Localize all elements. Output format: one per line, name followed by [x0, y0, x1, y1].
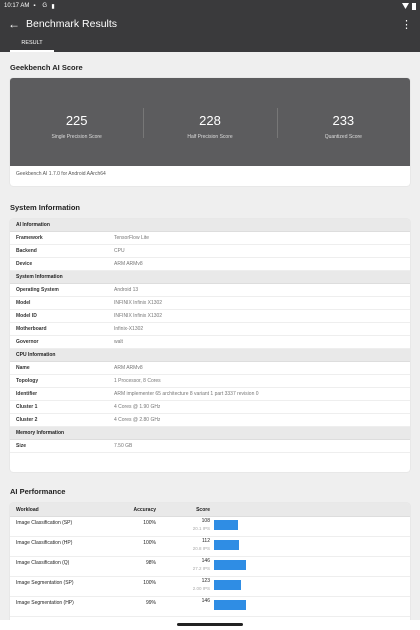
- score-value: 146: [201, 598, 210, 604]
- workload-name: Image Segmentation (SP): [16, 580, 74, 586]
- workload-name: Image Segmentation (HP): [16, 600, 74, 606]
- score-bar: [214, 520, 238, 530]
- score-cell: [156, 577, 210, 596]
- table-row: [10, 258, 410, 271]
- tab-result[interactable]: [10, 36, 54, 52]
- row-key: Name: [16, 365, 30, 371]
- row-value: ARM implementer 65 architecture 8 variant 1 part 3337 revision 0: [114, 391, 259, 397]
- wifi-icon: [402, 3, 409, 9]
- score-value: 108: [201, 518, 210, 524]
- row-value: 1 Processor, 8 Cores: [114, 378, 161, 384]
- score-cell: [156, 557, 210, 576]
- navigation-bar: [0, 620, 420, 630]
- table-row: [10, 232, 410, 245]
- tab-bar: [0, 36, 420, 52]
- table-row: [10, 414, 410, 427]
- ips-value: 27.2 IPS: [192, 566, 210, 571]
- group-header: CPU Information: [10, 349, 410, 362]
- table-row: [10, 401, 410, 414]
- row-key: Cluster 2: [16, 417, 38, 423]
- row-key: Operating System: [16, 287, 59, 293]
- table-row: [10, 323, 410, 336]
- ips-value: 2.00 IPS: [192, 586, 210, 591]
- home-gesture-pill[interactable]: [177, 623, 243, 626]
- group-header: Memory Information: [10, 427, 410, 440]
- row-value: 4 Cores @ 2.80 GHz: [114, 417, 161, 423]
- row-value: INFINIX Infinix X1302: [114, 313, 163, 319]
- table-row: [10, 362, 410, 375]
- back-arrow-icon[interactable]: ←: [8, 17, 20, 31]
- row-key: Cluster 1: [16, 404, 38, 410]
- score-footer: Geekbench AI 1.7.0 for Android AArch64: [16, 171, 106, 177]
- row-key: Backend: [16, 248, 37, 254]
- battery-icon: [412, 3, 416, 10]
- system-section-title: System Information: [10, 203, 81, 212]
- header-accuracy: Accuracy: [133, 507, 156, 513]
- score-bar: [214, 560, 246, 570]
- score-cell: [156, 597, 210, 616]
- table-row: [10, 284, 410, 297]
- score-bar: [214, 540, 239, 550]
- ai-rows: [10, 517, 410, 617]
- score-value: 146: [201, 558, 210, 564]
- row-key: Model ID: [16, 313, 37, 319]
- row-value: Android 13: [114, 287, 139, 293]
- app-bar: [0, 12, 420, 36]
- status-time: 10:17 AM: [4, 3, 30, 9]
- table-row: [10, 537, 410, 557]
- ips-value: 20.8 IPS: [192, 546, 210, 551]
- row-value: TensorFlow Lite: [114, 235, 150, 241]
- sim-icon: ▮: [51, 4, 55, 10]
- score-value: 112: [202, 538, 210, 544]
- score-value: 225: [65, 112, 88, 128]
- score-card: [10, 78, 410, 186]
- score-section-title: Geekbench AI Score: [10, 63, 83, 72]
- accuracy-value: 98%: [145, 560, 156, 566]
- ai-performance-title: AI Performance: [10, 487, 66, 496]
- table-row: [10, 245, 410, 258]
- row-value: walt: [114, 339, 123, 345]
- table-header: [10, 503, 410, 517]
- page-title: Benchmark Results: [26, 18, 118, 30]
- row-value: ARM ARMv8: [114, 365, 143, 371]
- table-row: [10, 440, 410, 453]
- score-label: Quantized Score: [324, 133, 362, 140]
- workload-name: Image Classification (SP): [16, 520, 73, 526]
- table-row: [10, 597, 410, 617]
- score-bar: [214, 600, 246, 610]
- table-row: [10, 517, 410, 537]
- table-row: [10, 557, 410, 577]
- row-value: ARM ARMv8: [114, 261, 143, 267]
- half-precision-score: [143, 78, 276, 166]
- table-row: [10, 310, 410, 323]
- header-score: Score: [196, 507, 210, 513]
- table-row: [10, 577, 410, 597]
- table-row: [10, 375, 410, 388]
- tab-result-label: RESULT: [21, 40, 43, 46]
- table-row: [10, 388, 410, 401]
- more-vert-icon[interactable]: ⋮: [401, 18, 412, 31]
- table-row: [10, 297, 410, 310]
- notification-icon: ▪: [33, 3, 36, 9]
- header-workload: Workload: [16, 507, 39, 513]
- ai-performance-table: [10, 503, 410, 630]
- row-key: Framework: [16, 235, 43, 241]
- accuracy-value: 100%: [143, 580, 156, 586]
- workload-name: Image Classification (HP): [16, 540, 73, 546]
- workload-name: Image Classification (Q): [16, 560, 70, 566]
- score-panel: [10, 78, 410, 166]
- score-label: Half Precision Score: [187, 133, 233, 140]
- row-value: Infinix-X1302: [114, 326, 144, 332]
- score-value: 233: [332, 112, 355, 128]
- score-cell: [156, 517, 210, 536]
- row-key: Motherboard: [16, 326, 47, 332]
- system-info-table: [10, 219, 410, 472]
- score-bar: [214, 580, 241, 590]
- row-key: Model: [16, 300, 31, 306]
- status-bar: [0, 0, 420, 12]
- group-header: System Information: [10, 271, 410, 284]
- table-row: [10, 336, 410, 349]
- accuracy-value: 100%: [143, 520, 156, 526]
- group-header: AI Information: [10, 219, 410, 232]
- row-value: CPU: [114, 248, 125, 254]
- row-value: 7.50 GB: [114, 443, 133, 449]
- row-key: Size: [16, 443, 27, 449]
- score-cell: [156, 537, 210, 556]
- row-value: INFINIX Infinix X1302: [114, 300, 163, 306]
- ips-value: 20.1 IPS: [192, 526, 210, 531]
- score-value: 123: [201, 578, 210, 584]
- row-key: Identifier: [16, 391, 38, 397]
- row-key: Topology: [16, 378, 39, 384]
- row-key: Governor: [16, 339, 39, 345]
- accuracy-value: 99%: [145, 600, 156, 606]
- accuracy-value: 100%: [143, 540, 156, 546]
- tab-indicator: [10, 50, 54, 52]
- quantized-score: [277, 78, 410, 166]
- single-precision-score: [10, 78, 143, 166]
- score-label: Single Precision Score: [51, 133, 102, 140]
- row-value: 4 Cores @ 1.90 GHz: [114, 404, 161, 410]
- score-value: 228: [199, 112, 221, 128]
- google-icon: G: [42, 3, 48, 9]
- row-key: Device: [16, 261, 33, 267]
